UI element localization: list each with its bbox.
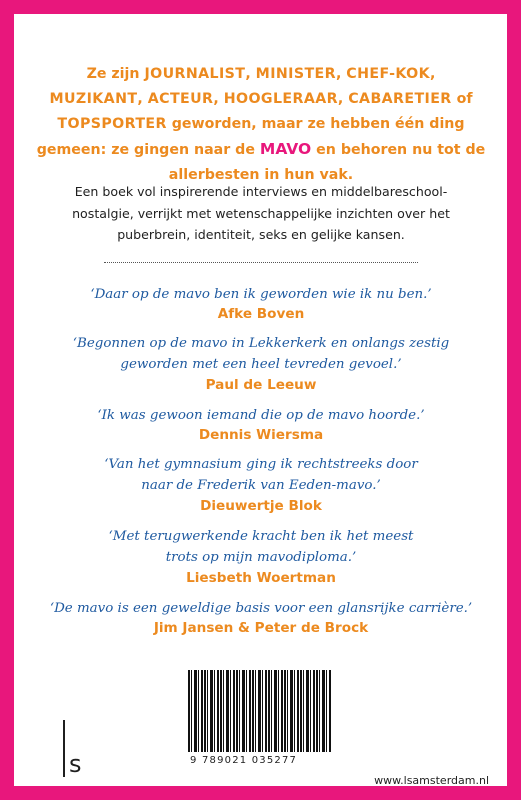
quote-4	[24, 454, 498, 496]
blurb-line: Een boek vol inspirerende interviews en middelbareschool-	[74, 184, 448, 199]
blurb-line: nostalgie, verrijkt met wetenschappelijke inzichten over het	[72, 205, 450, 221]
role-athlete: TOPSPORTER	[57, 116, 167, 132]
quote-author: Jim Jansen & Peter de Brock	[153, 620, 369, 636]
quote-line: geworden met een heel tevreden gevoel.’	[120, 357, 402, 372]
role-professor: HOOGLERAAR	[223, 91, 338, 107]
isbn-number: 9 789021 035277	[190, 755, 298, 766]
role-chef: CHEF-KOK	[346, 66, 431, 82]
intro-separator: ,	[337, 91, 344, 107]
quote-5	[24, 526, 498, 568]
quote-line: ‘De mavo is een geweldige basis voor een glansrijke carrière.’	[49, 601, 473, 616]
intro-separator: ,	[137, 91, 143, 107]
role-musician: MUZIKANT	[49, 91, 138, 107]
quote-author: Dennis Wiersma	[198, 427, 324, 443]
blurb-line: puberbrein, identiteit, seks en gelijke kansen.	[117, 227, 405, 242]
quote-author: Liesbeth Woertman	[186, 570, 336, 586]
intro-separator: ,	[430, 66, 436, 82]
quote-1	[24, 284, 498, 305]
mavo-highlight: MAVO	[259, 140, 312, 158]
intro-text: of	[456, 91, 473, 107]
publisher-logo-icon: s	[69, 750, 82, 778]
quote-line: trots op mijn mavodiploma.’	[165, 550, 357, 565]
publisher-url: www.lsamsterdam.nl	[374, 774, 489, 787]
intro-separator: ,	[335, 66, 342, 82]
quote-2	[24, 333, 498, 375]
quote-line: ‘Daar op de mavo ben ik geworden wie ik nu ben.’	[90, 287, 432, 302]
quote-line: naar de Frederik van Eeden-mavo.’	[141, 478, 381, 493]
quote-line: ‘Ik was gewoon iemand die op de mavo hoorde.’	[97, 408, 425, 423]
dotted-divider	[104, 262, 418, 263]
quote-author: Paul de Leeuw	[205, 377, 317, 393]
publisher-logo-bar	[63, 720, 65, 777]
barcode-image	[188, 670, 332, 752]
quote-3	[24, 405, 498, 426]
role-comedian: CABARETIER	[348, 91, 452, 107]
intro-paragraph	[36, 62, 486, 188]
quote-line: ‘Met terugwerkende kracht ben ik het meest	[108, 529, 414, 544]
role-journalist: JOURNALIST	[144, 66, 246, 82]
role-minister: MINISTER	[255, 66, 336, 82]
intro-separator: ,	[245, 66, 251, 82]
role-actor: ACTEUR	[147, 91, 214, 107]
book-back-cover	[14, 14, 507, 786]
quote-6	[24, 598, 498, 619]
intro-separator: ,	[213, 91, 219, 107]
quote-author: Afke Boven	[217, 306, 305, 322]
quote-author: Dieuwertje Blok	[200, 498, 322, 514]
quote-line: ‘Van het gymnasium ging ik rechtstreeks door	[104, 457, 418, 472]
intro-text: geworden, maar ze hebben één ding gemeen: ze gingen naar de	[36, 116, 465, 158]
intro-text: en behoren nu tot de allerbesten in hun vak.	[168, 142, 486, 183]
intro-text: Ze zijn	[86, 66, 140, 82]
quote-line: ‘Begonnen op de mavo in Lekkerkerk en onlangs zestig	[72, 336, 450, 351]
blurb-paragraph	[34, 181, 488, 246]
